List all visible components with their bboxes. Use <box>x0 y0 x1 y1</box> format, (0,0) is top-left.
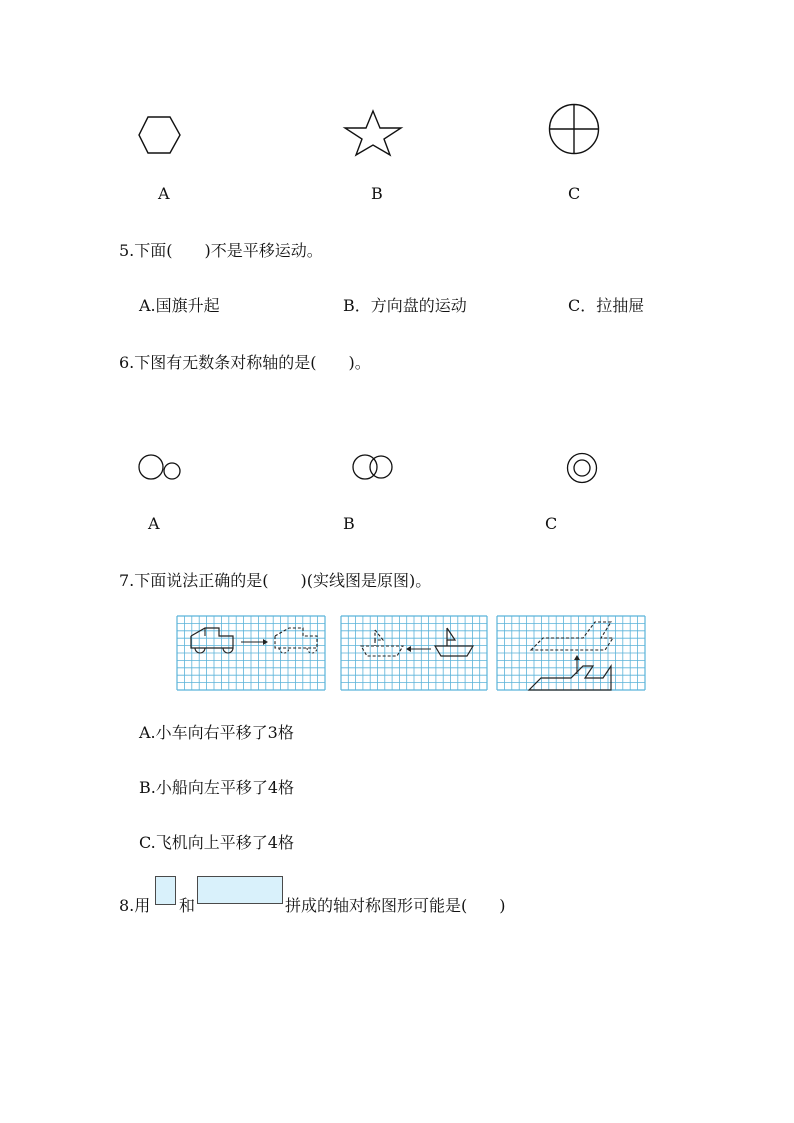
q8-mid: 和 <box>179 896 196 915</box>
q6-option-b-label: B <box>343 514 355 533</box>
q7-stem: 7.下面说法正确的是( )(实线图是原图)。 <box>119 571 432 590</box>
circle-cross-icon <box>548 103 600 155</box>
q8-prefix: 8.用 <box>119 896 151 915</box>
q5-stem: 5.下面( )不是平移运动。 <box>119 241 323 260</box>
car-grid <box>177 616 325 690</box>
q5-option-b: B．方向盘的运动 <box>343 296 467 315</box>
star-icon <box>343 110 403 156</box>
q4-option-b-label: B <box>371 184 383 203</box>
q5-option-a: A.国旗升起 <box>139 296 220 315</box>
hexagon-icon <box>138 116 182 154</box>
q6-option-c-label: C <box>545 514 558 533</box>
q8-suffix: 拼成的轴对称图形可能是( ) <box>285 896 506 915</box>
q4-option-a-label: A <box>158 184 170 203</box>
square-tile <box>155 876 176 905</box>
q7-option-a: A.小车向右平移了3格 <box>139 723 294 742</box>
q5-option-c: C．拉抽屉 <box>568 296 645 315</box>
concentric-circles-icon <box>566 452 598 484</box>
q6-stem: 6.下图有无数条对称轴的是( )。 <box>119 353 371 372</box>
two-circles-apart-icon <box>138 454 184 482</box>
q6-option-a-label: A <box>148 514 160 533</box>
plane-grid <box>497 616 645 690</box>
rectangle-tile <box>197 876 283 904</box>
q7-option-b: B.小船向左平移了4格 <box>139 778 295 797</box>
two-circles-overlap-icon <box>352 454 396 482</box>
q4-option-c-label: C <box>568 184 581 203</box>
boat-grid <box>341 616 487 690</box>
q7-option-c: C.飞机向上平移了4格 <box>139 833 294 852</box>
